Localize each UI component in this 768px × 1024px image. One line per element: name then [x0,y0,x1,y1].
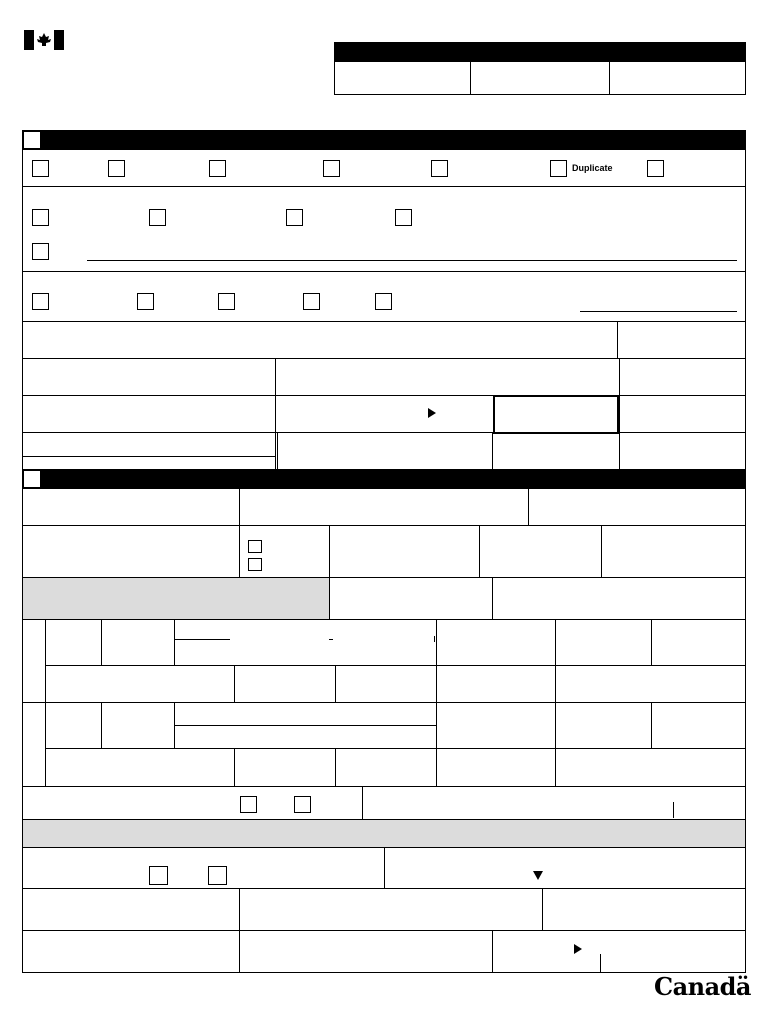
field-b6-3b[interactable] [176,727,434,747]
field-c2-2[interactable] [241,890,540,929]
col-divider [277,432,278,470]
field-b6-5[interactable] [557,704,649,747]
col-divider [335,748,336,787]
row-divider [22,786,746,787]
sub-divider [174,725,436,726]
row3-specify-line[interactable] [580,311,737,312]
field-a7-4[interactable] [621,434,744,468]
col-divider [101,702,102,749]
canada-flag-icon [24,30,64,50]
row3-checkbox-5[interactable] [375,293,392,310]
col-divider [45,619,46,787]
col-divider [492,432,493,470]
field-b4-1[interactable] [47,621,99,664]
top-table-field-2[interactable] [472,63,607,93]
field-c1-1[interactable] [24,849,144,887]
field-b2-3[interactable] [331,527,477,576]
b8-checkbox-1[interactable] [240,796,257,813]
field-c1-2[interactable] [386,849,744,887]
row1-checkbox-3[interactable] [209,160,226,177]
col-divider [528,489,529,526]
col-divider [601,525,602,578]
col-divider [275,358,276,470]
row-divider [22,395,746,396]
field-a7-3[interactable] [494,434,617,468]
field-b7-3[interactable] [337,750,434,785]
row3-checkbox-4[interactable] [303,293,320,310]
field-c3-2[interactable] [241,932,490,971]
c1-checkbox-1[interactable] [149,866,168,885]
field-b6-6[interactable] [653,704,744,747]
field-b5-1[interactable] [47,667,232,701]
field-b6-3a[interactable] [176,704,434,723]
row2-checkbox-1[interactable] [32,209,49,226]
top-table-divider-1 [470,61,471,95]
field-b4-5[interactable] [557,621,649,664]
col-divider [335,665,336,703]
row1-checkbox-4[interactable] [323,160,340,177]
col-divider [479,525,480,578]
field-b8-2[interactable] [364,788,744,818]
field-b5-3[interactable] [337,667,434,701]
row1-checkbox-5[interactable] [431,160,448,177]
col-divider [234,665,235,703]
field-a7-2[interactable] [279,434,490,468]
field-b7-2[interactable] [236,750,333,785]
field-b2-1[interactable] [24,527,237,576]
top-table-field-3[interactable] [611,63,744,93]
field-a7-1[interactable] [24,434,273,454]
field-b2-4[interactable] [481,527,599,576]
col-divider [492,577,493,620]
col-divider [617,321,618,359]
field-a5-3[interactable] [621,360,744,394]
col-divider [362,786,363,820]
field-a4-2[interactable] [620,323,744,357]
field-b4-6[interactable] [653,621,744,664]
row-divider [22,432,746,433]
row2-other-specify-line[interactable] [87,260,737,261]
field-b5-4[interactable] [438,667,553,701]
col-divider [651,619,652,666]
field-b5-2[interactable] [236,667,333,701]
top-table-divider-2 [609,61,610,95]
field-b1-2[interactable] [241,491,526,524]
field-c3-3[interactable] [494,932,744,971]
field-a6-box[interactable] [493,395,619,434]
top-table-field-1[interactable] [336,63,468,93]
field-a6-1[interactable] [24,397,273,431]
tick-mark [434,636,435,642]
col-divider [651,702,652,749]
col-divider [436,619,437,787]
duplicate-checkbox[interactable] [550,160,567,177]
row-divider [22,702,746,703]
col-divider [239,489,240,578]
arrow-right-icon [428,408,436,418]
field-a5-2[interactable] [277,360,617,394]
c1-checkbox-2[interactable] [208,866,227,885]
row-divider [22,271,746,272]
field-b4-4[interactable] [438,621,553,664]
row-divider [22,186,746,187]
b8-checkbox-2[interactable] [294,796,311,813]
field-b3-1[interactable] [331,579,490,618]
col-divider [101,619,102,666]
row3-checkbox-2[interactable] [137,293,154,310]
col-divider [492,930,493,973]
field-b2-5[interactable] [603,527,744,576]
field-b6-1[interactable] [47,704,99,747]
shaded-area [23,578,329,619]
field-b4-2[interactable] [103,621,172,664]
field-b7-5[interactable] [557,750,744,785]
row1-checkbox-7[interactable] [647,160,664,177]
row-divider [22,525,746,526]
row-divider [22,358,746,359]
row-divider [45,748,746,749]
row-divider [22,930,746,931]
field-a5-1[interactable] [24,360,273,394]
field-b8-1[interactable] [24,788,230,818]
field-c3-1[interactable] [24,932,237,971]
field-b7-4[interactable] [438,750,553,785]
row-divider [22,888,746,889]
b2-checkbox-1[interactable] [248,540,262,553]
top-table-header-bar [334,42,746,62]
section-a-header-bar [22,130,746,150]
col-divider [384,847,385,889]
col-divider [329,525,330,620]
section-a-marker-checkbox[interactable] [24,132,40,148]
section-b-header-bar [22,469,746,489]
field-b1-3[interactable] [530,491,744,524]
col-divider [542,888,543,931]
field-b6-4[interactable] [438,704,553,747]
b2-checkbox-2[interactable] [248,558,262,571]
row2-checkbox-4[interactable] [395,209,412,226]
row1-checkbox-1[interactable] [32,160,49,177]
field-a6-2[interactable] [277,397,417,431]
field-b1-1[interactable] [24,491,237,524]
field-b5-5[interactable] [557,667,744,701]
field-a6-4[interactable] [621,397,744,431]
field-b3-2[interactable] [494,579,744,618]
duplicate-label: Duplicate [572,163,613,173]
col-divider [555,619,556,787]
row2-other-checkbox[interactable] [32,243,49,260]
col-divider [619,358,620,470]
row3-checkbox-1[interactable] [32,293,49,310]
row3-checkbox-3[interactable] [218,293,235,310]
col-divider [174,619,175,666]
field-b4-3[interactable] [176,621,434,664]
field-b6-2[interactable] [103,704,172,747]
col-divider [234,748,235,787]
field-c2-3[interactable] [544,890,744,929]
field-b7-1[interactable] [47,750,232,785]
field-a4-1[interactable] [24,323,614,357]
section-b-marker-checkbox[interactable] [24,471,40,487]
field-c2-1[interactable] [24,890,237,929]
row2-checkbox-2[interactable] [149,209,166,226]
shaded-band [23,820,745,847]
row-divider [22,619,746,620]
row-divider [22,321,746,322]
row1-checkbox-2[interactable] [108,160,125,177]
sub-divider [22,456,276,457]
row2-checkbox-3[interactable] [286,209,303,226]
row-divider [45,665,746,666]
canada-wordmark: Canadä [654,972,751,1001]
